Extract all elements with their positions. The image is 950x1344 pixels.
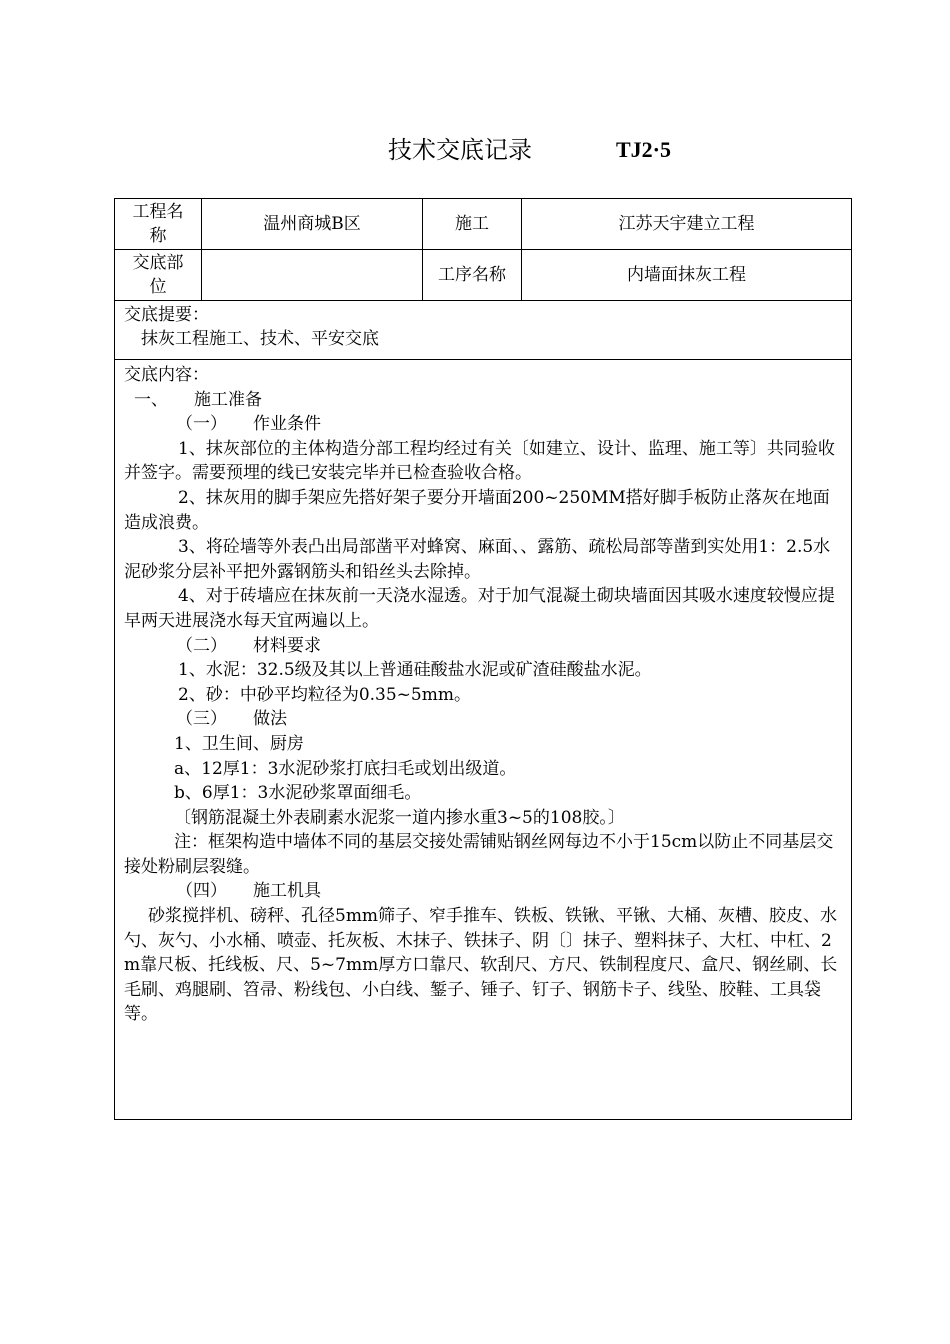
handover-content [124, 363, 842, 1027]
title-main: 技术交底记录 [388, 136, 532, 164]
paragraph: 4、对于砖墙应在抹灰前一天浇水湿透。对于加气混凝土砌块墙面因其吸水速度较慢应提早两天进展浇水每天宜两遍以上。 [124, 586, 835, 631]
paragraph: 2、砂：中砂平均粒径为0.35~5mm。 [178, 684, 471, 705]
project-name-label: 工程名称 [132, 202, 184, 246]
summary-text: 抹灰工程施工、技术、平安交底 [141, 329, 379, 349]
form-code: TJ2·5 [616, 137, 672, 162]
subsection-heading: （三） 做法 [176, 709, 287, 730]
paragraph: 砂浆搅拌机、磅秤、孔径5mm筛子、窄手推车、铁板、铁锹、平锹、大桶、灰槽、胶皮、水勺、灰勺、小水桶、喷壶、托灰板、木抹子、铁抹子、阴〔〕抹子、塑料抹子、大杠、中杠、2m靠尺板、托线板、尺、5~7mm厚方口靠尺、软刮尺、方尺、铁制程度尺、盒尺、钢丝刷、长毛刷、鸡腿刷、笤帚、粉线包、小白线、錾子、锤子、钉子、钢筋卡子、线坠、胶鞋、工具袋等。 [124, 906, 838, 1025]
process-name-value: 内墙面抹灰工程 [627, 265, 746, 285]
paragraph: 3、将砼墙等外表凸出局部凿平对蜂窝、麻面、、露筋、疏松局部等凿到实处用1：2.5水泥砂浆分层补平把外露钢筋头和铅丝头去除掉。 [124, 537, 831, 582]
paragraph: a、12厚1：3水泥砂浆打底扫毛或划出级道。 [174, 758, 517, 779]
construction-label: 施工 [455, 214, 489, 234]
project-name-value: 温州商城B区 [263, 214, 361, 234]
handover-part-label: 交底部位 [132, 253, 184, 297]
subsection-heading: （四） 施工机具 [176, 881, 321, 902]
note-paragraph: 注：框架构造中墙体不同的基层交接处需铺贴钢丝网每边不小于15cm以防止不同基层交接处粉刷层裂缝。 [124, 832, 834, 877]
paragraph: 〔钢筋混凝土外表刷素水泥浆一道内掺水重3~5的108胶。〕 [174, 807, 625, 828]
row-divider [115, 359, 851, 360]
process-name-label: 工序名称 [438, 265, 506, 285]
paragraph: 1、水泥：32.5级及其以上普通硅酸盐水泥或矿渣硅酸盐水泥。 [178, 660, 652, 681]
record-table [114, 198, 852, 1120]
row-divider [115, 300, 851, 301]
summary-label: 交底提要： [124, 305, 209, 325]
paragraph: 2、抹灰用的脚手架应先搭好架子要分开墙面200~250MM搭好脚手板防止落灰在地面造成浪费。 [124, 487, 830, 533]
handover-part-value [202, 250, 422, 300]
document-title [0, 132, 950, 168]
paragraph: b、6厚1：3水泥砂浆罩面细毛。 [174, 783, 422, 804]
paragraph: 1、卫生间、厨房 [174, 733, 304, 754]
paragraph: 1、抹灰部位的主体构造分部工程均经过有关〔如建立、设计、监理、施工等〕共同验收并签字。需要预埋的线已安装完毕并已检查验收合格。 [124, 438, 835, 484]
construction-value: 江苏天宇建立工程 [618, 214, 755, 234]
subsection-heading: （一） 作业条件 [176, 414, 321, 435]
content-label: 交底内容： [124, 365, 209, 385]
subsection-heading: （二） 材料要求 [176, 635, 321, 656]
section-heading: 一、 施工准备 [134, 389, 262, 410]
